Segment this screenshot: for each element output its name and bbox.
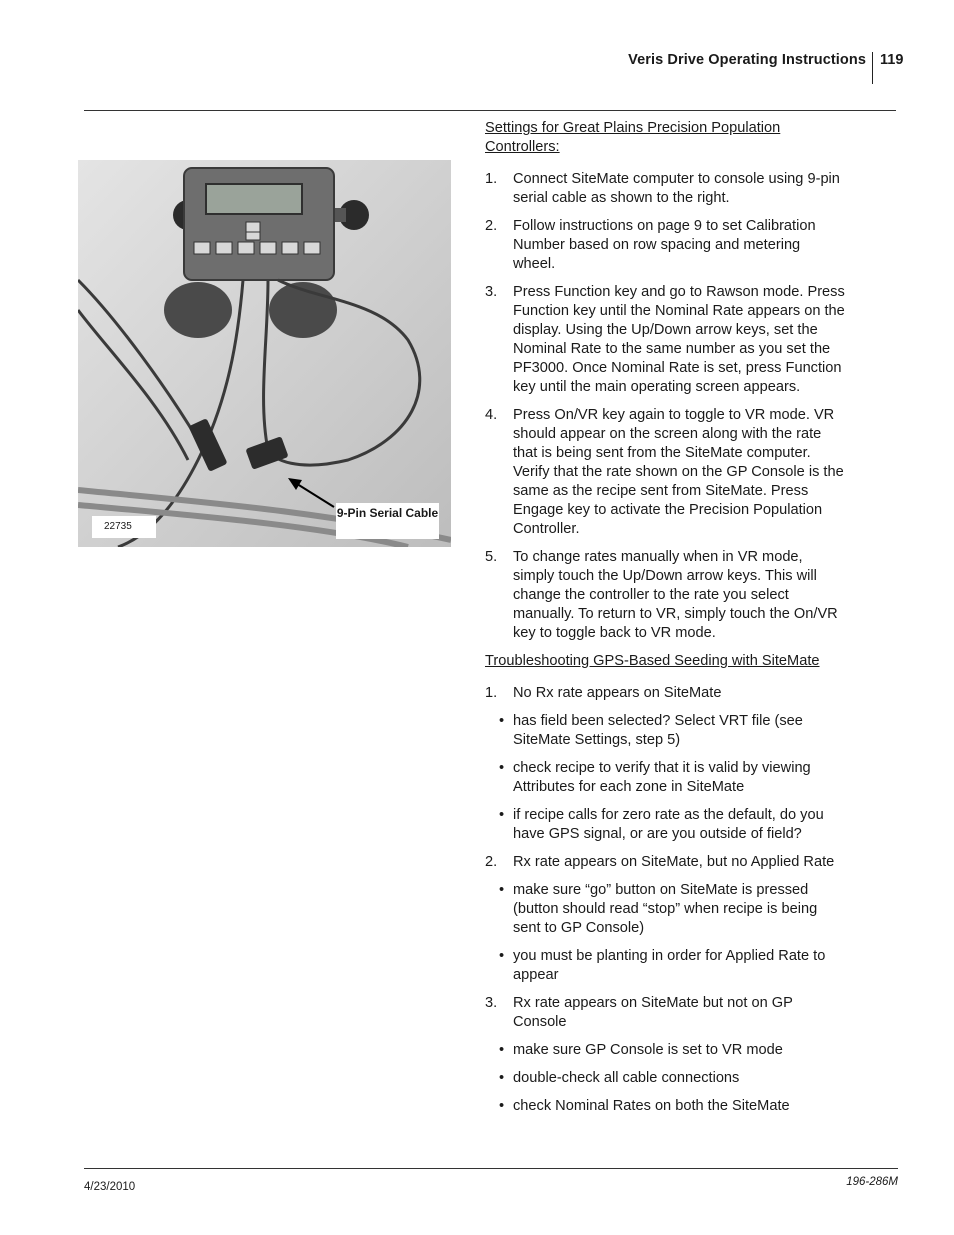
bullet-item	[485, 712, 845, 750]
footer-doc-number: 196-286M	[846, 1176, 898, 1188]
bullet-item	[485, 881, 845, 938]
bullet-dot: •	[499, 882, 505, 898]
header-title: Veris Drive Operating Instructions	[628, 52, 866, 68]
step-number: 3.	[485, 284, 498, 300]
bullet-text: has field been selected? Select VRT file (see SiteMate Settings, step 5)	[513, 713, 803, 748]
section-heading-settings: Settings for Great Plains Precision Population Controllers:	[485, 120, 781, 155]
step-number: 4.	[485, 407, 498, 423]
step-item	[485, 283, 845, 397]
bullet-text: make sure GP Console is set to VR mode	[513, 1042, 783, 1058]
step-number: 5.	[485, 549, 498, 565]
bullet-text: you must be planting in order for Applied Rate to appear	[513, 948, 826, 983]
step-item	[485, 217, 845, 274]
step-text: No Rx rate appears on SiteMate	[513, 685, 722, 701]
bullet-item	[485, 947, 845, 985]
bullet-text: make sure “go” button on SiteMate is pressed (button should read “stop” when recipe is being sent to GP Console)	[513, 882, 818, 936]
bullet-dot: •	[499, 948, 505, 964]
section-heading-troubleshooting: Troubleshooting GPS-Based Seeding with SiteMate	[485, 653, 820, 669]
step-number: 3.	[485, 995, 498, 1011]
bullet-dot: •	[499, 760, 505, 776]
bullet-dot: •	[499, 1042, 505, 1058]
footer-date: 4/23/2010	[84, 1181, 136, 1193]
bullet-text: if recipe calls for zero rate as the default, do you have GPS signal, or are you outside of field?	[513, 807, 824, 842]
console-photo	[78, 160, 451, 547]
step-item	[485, 406, 845, 539]
bullet-dot: •	[499, 713, 505, 729]
step-item	[485, 684, 845, 703]
step-text: Press Function key and go to Rawson mode. Press Function key until the Nominal Rate appears on the display. Using the Up/Down arrow keys, set the Nominal Rate to the same number as you set the PF3000. Once Nominal Rate is set, press Function key until the main operating screen appears.	[513, 284, 845, 395]
step-number: 2.	[485, 854, 498, 870]
step-text: Rx rate appears on SiteMate but not on GP Console	[513, 995, 793, 1030]
step-text: To change rates manually when in VR mode, simply touch the Up/Down arrow keys. This will change the controller to the rate you select manually. To return to VR, simply touch the On/VR key to toggle back to VR mode.	[513, 549, 838, 641]
step-item	[485, 548, 845, 643]
instructions-column	[485, 119, 845, 1125]
bullet-dot: •	[499, 1070, 505, 1086]
step-text: Follow instructions on page 9 to set Calibration Number based on row spacing and metering wheel.	[513, 218, 816, 272]
step-text: Connect SiteMate computer to console using 9-pin serial cable as shown to the right.	[513, 171, 840, 206]
step-item	[485, 170, 845, 208]
step-item	[485, 994, 845, 1032]
header-divider	[872, 52, 873, 84]
bullet-item	[485, 806, 845, 844]
bullet-dot: •	[499, 807, 505, 823]
step-text: Press On/VR key again to toggle to VR mode. VR should appear on the screen along with the rate that is being sent from the SiteMate computer. Verify that the rate shown on the GP Console is the same as the recipe sent from SiteMate. Press Engage key to activate the Precision Population Controller.	[513, 407, 844, 537]
bullet-text: check Nominal Rates on both the SiteMate	[513, 1098, 790, 1114]
page-number: 119	[880, 52, 904, 68]
step-number: 1.	[485, 685, 498, 701]
step-number: 1.	[485, 171, 498, 187]
bullet-text: check recipe to verify that it is valid by viewing Attributes for each zone in SiteMate	[513, 760, 811, 795]
figure-number: 22735	[92, 516, 156, 538]
top-rule	[84, 110, 896, 111]
step-number: 2.	[485, 218, 498, 234]
console-illustration	[78, 160, 451, 547]
step-item	[485, 853, 845, 872]
bullet-item	[485, 1069, 845, 1088]
bullet-item	[485, 759, 845, 797]
figure-callout-label: 9-Pin Serial Cable	[336, 503, 439, 539]
step-text: Rx rate appears on SiteMate, but no Applied Rate	[513, 854, 835, 870]
bullet-dot: •	[499, 1098, 505, 1114]
bottom-rule	[84, 1168, 898, 1169]
bullet-text: double-check all cable connections	[513, 1070, 740, 1086]
bullet-item	[485, 1097, 845, 1116]
bullet-item	[485, 1041, 845, 1060]
